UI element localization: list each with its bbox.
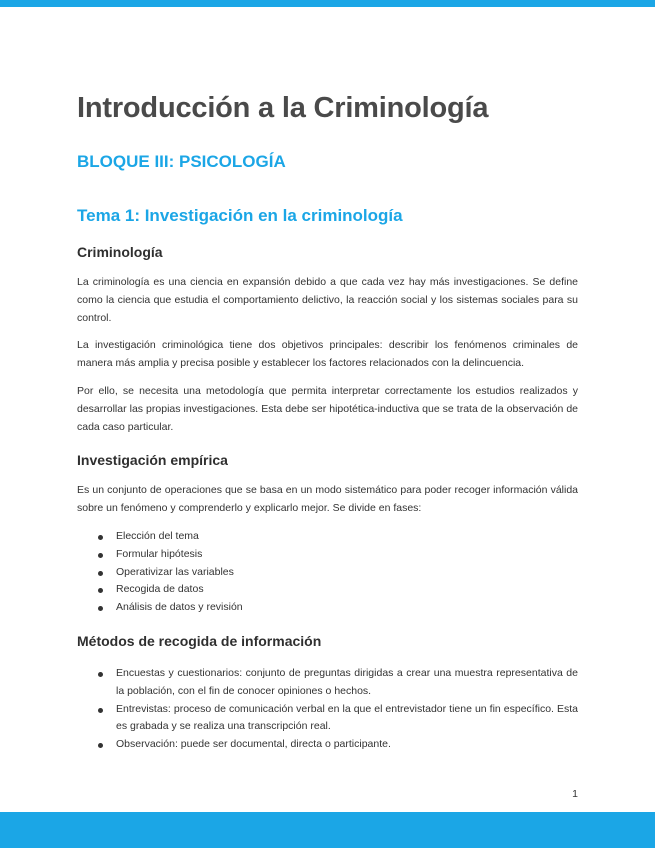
top-accent-bar: [0, 0, 655, 7]
list-item: Encuestas y cuestionarios: conjunto de preguntas dirigidas a crear una muestra representativa de la población, con el fin de conocer opiniones o hechos.: [77, 665, 578, 701]
bullet-icon: [98, 606, 103, 611]
paragraph: Es un conjunto de operaciones que se basa en un modo sistemático para poder recoger información válida sobre un fenómeno y comprenderlo y explicarlo mejor. Se divide en fases:: [77, 484, 578, 515]
list-item: Formular hipótesis: [77, 546, 578, 564]
phases-list: [77, 528, 578, 617]
section-heading-metodos: Métodos de recogida de información: [77, 632, 322, 649]
bullet-icon: [98, 588, 103, 593]
list-item: Observación: puede ser documental, directa o participante.: [77, 736, 578, 754]
bullet-icon: [98, 743, 103, 748]
section-heading-criminologia: Criminología: [77, 244, 163, 260]
list-item: Operativizar las variables: [77, 564, 578, 582]
paragraph: Por ello, se necesita una metodología que permita interpretar correctamente los estudios realizados y desarrollar las propias investigaciones. Esta debe ser hipotética-inductiva que se trata de la observación de cada caso particular.: [77, 384, 578, 433]
bottom-accent-bar: [0, 812, 655, 848]
methods-list: [77, 665, 578, 754]
document-body: [77, 88, 578, 754]
list-item: Recogida de datos: [77, 581, 578, 599]
block-title: BLOQUE III: PSICOLOGÍA: [77, 152, 286, 171]
bullet-icon: [98, 672, 103, 677]
bullet-icon: [98, 535, 103, 540]
paragraph: La investigación criminológica tiene dos objetivos principales: describir los fenómenos criminales de manera más amplia y precisa posible y establecer los factores relacionados con la delincuencia.: [77, 339, 578, 370]
list-item: Análisis de datos y revisión: [77, 599, 578, 617]
bullet-icon: [98, 553, 103, 558]
list-item: Entrevistas: proceso de comunicación verbal en la que el entrevistador tiene un fin específico. Esta es grabada y se realiza una transcripción real.: [77, 701, 578, 737]
bullet-icon: [98, 708, 103, 713]
page-number: 1: [572, 788, 578, 800]
list-item: Elección del tema: [77, 528, 578, 546]
bullet-icon: [98, 571, 103, 576]
section-heading-investigacion: Investigación empírica: [77, 452, 228, 469]
topic-title: Tema 1: Investigación en la criminología: [77, 206, 403, 225]
paragraph: La criminología es una ciencia en expansión debido a que cada vez hay más investigaciones. Se define como la ciencia que estudia el comportamiento delictivo, la reacción social y los sistemas sociales para su control.: [77, 276, 578, 324]
document-title: Introducción a la Criminología: [77, 92, 489, 124]
